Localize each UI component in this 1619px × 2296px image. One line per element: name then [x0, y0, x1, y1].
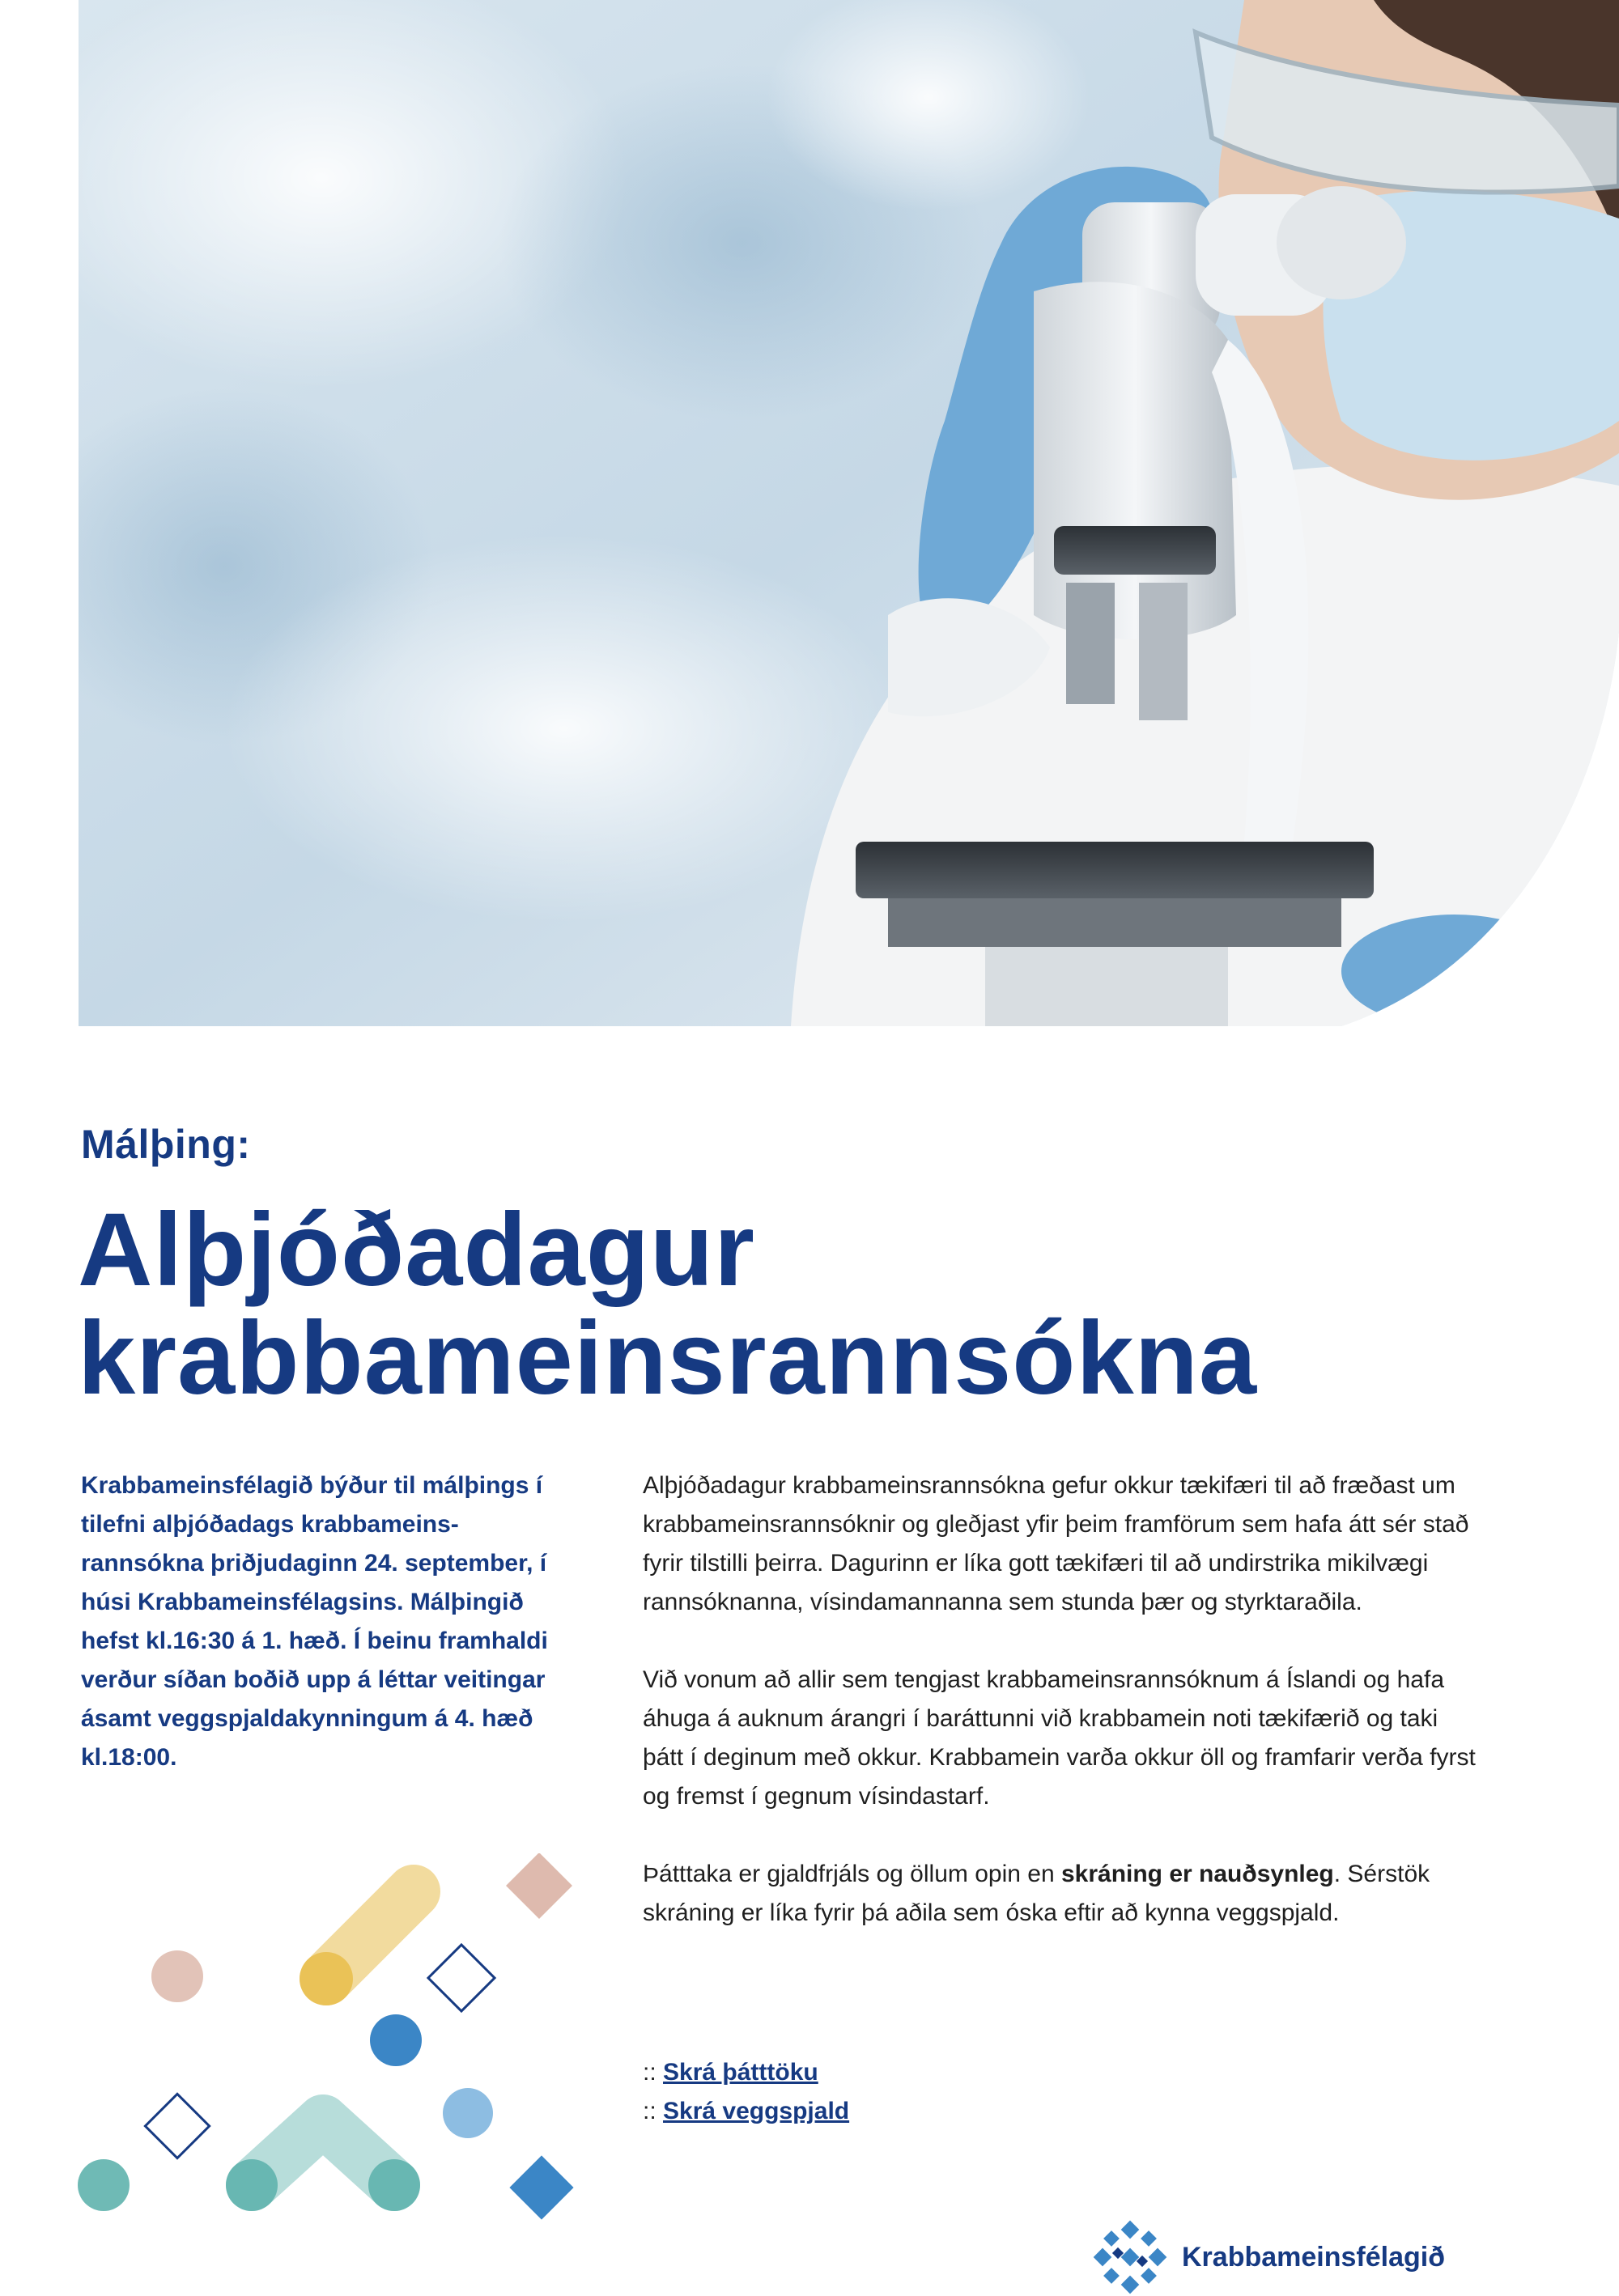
teal-circle-right-shape — [368, 2159, 420, 2211]
lightblue-circle-shape — [443, 2088, 493, 2138]
blue-circle-shape — [370, 2014, 422, 2066]
title-line-2: krabbameinsrannsókna — [78, 1301, 1257, 1416]
register-poster-link[interactable]: Skrá veggspjald — [663, 2098, 850, 2124]
link-row-poster — [643, 2092, 849, 2131]
outline-diamond-shape — [428, 1945, 495, 2011]
register-participation-link[interactable]: Skrá þátttöku — [663, 2059, 818, 2086]
logo-text: Krabbameinsfélagið — [1182, 2241, 1445, 2273]
p3-bold-text: skráning er nauðsynleg — [1060, 1861, 1334, 1887]
body-paragraph-1: Alþjóðadagur krabbameinsrannsókna gefur okkur tækifæri til að fræðast um krabbameinsrannsóknir og gleðjast yfir þeim framförum sem hafa átt sér stað fyrir tilstilli þeirra. Dagurinn er líka gott tækifæri til að undirstrika mikilvægi rannsóknanna, vísindamannanna sem stunda þær og styrktaraðila. — [643, 1472, 1469, 1615]
link-prefix: :: — [643, 2098, 657, 2124]
yellow-circle-shape — [300, 1952, 353, 2005]
blue-diamond-shape — [509, 2155, 573, 2219]
body-text — [643, 1466, 1485, 1971]
link-row-participation — [643, 2053, 849, 2092]
p3-text-end: . Sérstök skráning er líka fyrir þá aðila sem óska eftir að kynna veggspjald. — [643, 1861, 1430, 1926]
intro-paragraph: Krabbameinsfélagið býður til málþings í tilefni alþjóðadags krabbameins-rannsókna þriðjudaginn 24. september, í húsi Krabbameinsfélagsins. Málþingið hefst kl.16:30 á 1. hæð. Í beinu framhaldi verður síðan boðið upp á léttar veitingar ásamt veggspjaldakynningum á 4. hæð kl.18:00. — [81, 1472, 548, 1771]
pink-circle-shape — [151, 1950, 203, 2002]
outline-diamond-left-shape — [145, 2094, 209, 2158]
event-kicker: Málþing: — [81, 1122, 251, 1167]
intro-text — [81, 1466, 567, 1777]
p3-text-start: Þátttaka er gjaldfrjáls og öllum opin en — [643, 1861, 1061, 1887]
logo-mark-icon — [1091, 2218, 1169, 2296]
decorative-shapes — [78, 1853, 596, 2250]
registration-links — [643, 2053, 849, 2131]
body-paragraph-2: Við vonum að allir sem tengjast krabbameinsrannsóknum á Íslandi og hafa áhuga á auknum árangri í baráttunni við krabbamein noti tækifærið og taki þátt í deginum með okkur. Krabbamein varða okkur öll og framfarir verða fyrst og fremst í gegnum vísindastarf. — [643, 1666, 1476, 1810]
teal-circle-left-shape — [78, 2159, 130, 2211]
krabbameinsfelagid-logo — [1091, 2224, 1445, 2290]
microscope-scientist-image — [79, 0, 1619, 1026]
hero-photo — [79, 0, 1619, 1026]
link-prefix: :: — [643, 2059, 657, 2086]
body-paragraph-3 — [643, 1855, 1485, 1933]
page-title — [78, 1192, 1454, 1416]
teal-circle-mid-shape — [226, 2159, 278, 2211]
pink-diamond-shape — [506, 1853, 572, 1919]
title-line-1: Alþjóðadagur — [78, 1192, 755, 1308]
